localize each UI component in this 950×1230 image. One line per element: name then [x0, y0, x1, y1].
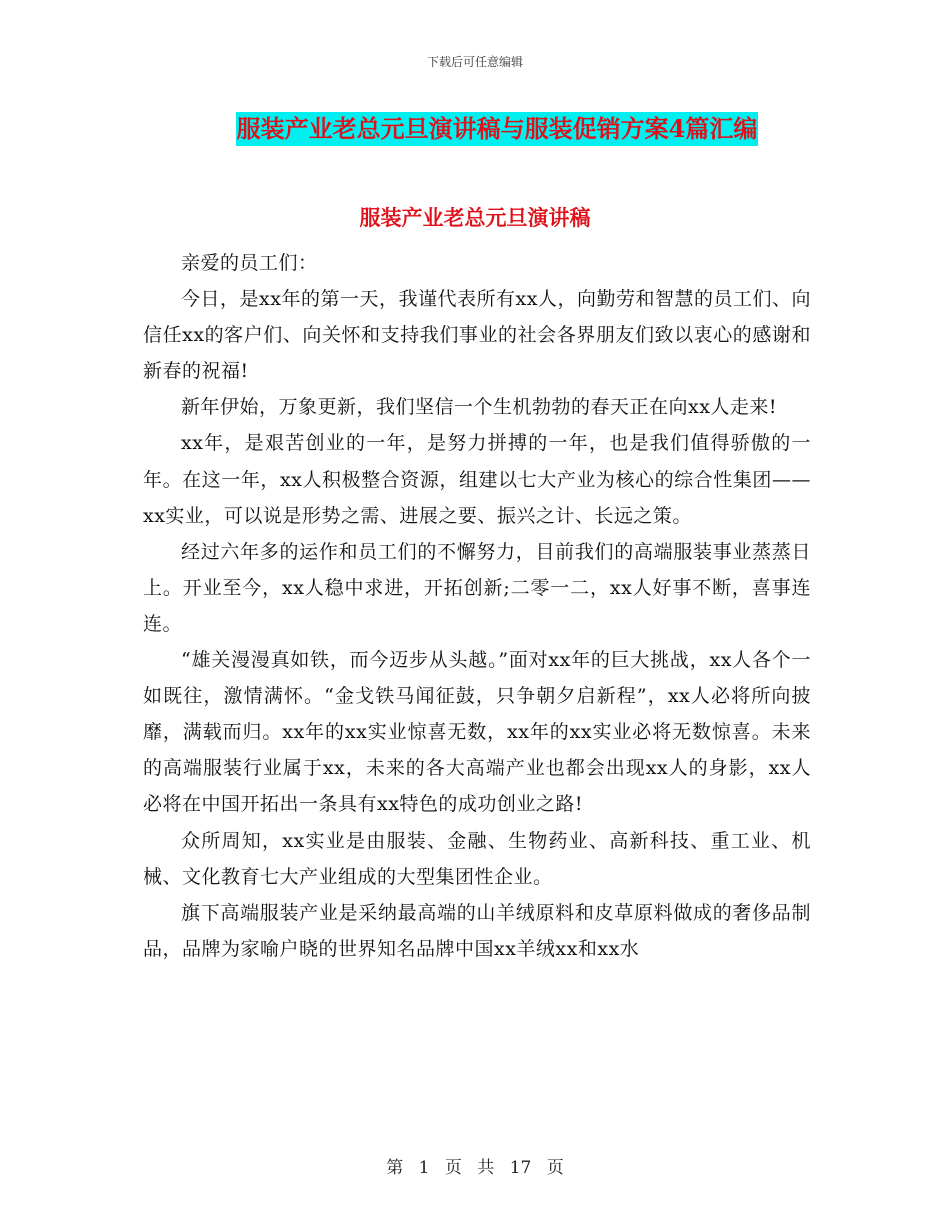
paragraph: xx年，是艰苦创业的一年，是努力拼搏的一年，也是我们值得骄傲的一年。在这一年，xx人积极整合资源，组建以七大产业为核心的综合性集团——xx实业，可以说是形势之需、进展之要、振兴之计、长远之策。: [143, 432, 811, 527]
paragraph: 经过六年多的运作和员工们的不懈努力，目前我们的高端服装事业蒸蒸日上。开业至今，xx人稳中求进，开拓创新;二零一二，xx人好事不断，喜事连连。: [143, 540, 811, 635]
total-label: 共: [477, 1158, 495, 1178]
document-body: [143, 245, 811, 967]
document-title: 服装产业老总元旦演讲稿与服装促销方案4篇汇编: [236, 112, 759, 146]
page-footer: [0, 1153, 950, 1178]
header-note: 下载后可任意编辑: [426, 55, 523, 69]
section-title: 服装产业老总元旦演讲稿: [359, 205, 591, 230]
paragraph: 今日，是xx年的第一天，我谨代表所有xx人，向勤劳和智慧的员工们、向信任xx的客户们、向关怀和支持我们事业的社会各界朋友们致以衷心的感谢和新春的祝福!: [143, 288, 811, 383]
paragraph: 新年伊始，万象更新，我们坚信一个生机勃勃的春天正在向xx人走来!: [181, 396, 778, 419]
page-number: 1: [418, 1158, 430, 1178]
document-title-container: [0, 112, 950, 146]
paragraph-greeting: 亲爱的员工们：: [181, 252, 318, 274]
total-pages: 17: [509, 1158, 532, 1178]
page-unit: 页: [444, 1158, 462, 1178]
paragraph: 众所周知，xx实业是由服装、金融、生物药业、高新科技、重工业、机械、文化教育七大产业组成的大型集团性企业。: [143, 829, 811, 888]
total-unit: 页: [546, 1158, 564, 1178]
page-label: 第: [386, 1158, 404, 1178]
paragraph: 旗下高端服装产业是采纳最高端的山羊绒原料和皮草原料做成的奢侈品制品，品牌为家喻户晓的世界知名品牌中国xx羊绒xx和xx水: [143, 901, 811, 960]
paragraph: “雄关漫漫真如铁，而今迈步从头越。”面对xx年的巨大挑战，xx人各个一如既往，激情满怀。“金戈铁马闻征鼓，只争朝夕启新程”，xx人必将所向披靡，满载而归。xx年的xx实业惊喜无数，xx年的xx实业必将无数惊喜。未来的高端服装行业属于xx，未来的各大高端产业也都会出现xx人的身影，xx人必将在中国开拓出一条具有xx特色的成功创业之路!: [143, 649, 811, 816]
